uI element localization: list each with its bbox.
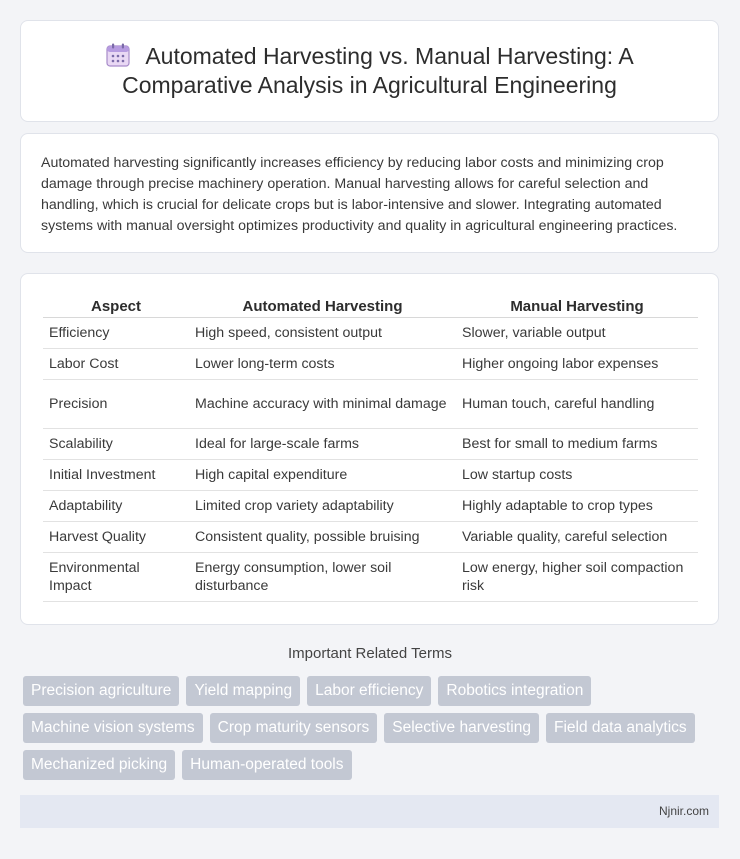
summary-text: Automated harvesting significantly increases efficiency by reducing labor costs and minimizing crop damage through precise machinery operation. Manual harvesting allows for careful selection and handling, which is crucial for delicate crops but is labor-intensive and slower. Integrating automated systems with manual oversight optimizes productivity and quality in agricultural engineering practices. (41, 155, 678, 234)
cell-automated: Limited crop variety adaptability (189, 491, 456, 522)
summary-card (20, 133, 719, 253)
cell-automated: Consistent quality, possible bruising (189, 522, 456, 553)
table-row (43, 522, 698, 553)
header-manual: Manual Harvesting (456, 296, 698, 318)
cell-manual: Best for small to medium farms (456, 429, 698, 460)
related-term-tag[interactable]: Human-operated tools (182, 750, 351, 780)
calendar-icon (105, 42, 131, 68)
related-term-tag[interactable]: Mechanized picking (23, 750, 175, 780)
cell-manual: Higher ongoing labor expenses (456, 349, 698, 380)
related-term-tag[interactable]: Selective harvesting (384, 713, 539, 743)
cell-manual: Variable quality, careful selection (456, 522, 698, 553)
page-title (60, 42, 680, 100)
cell-automated: Ideal for large-scale farms (189, 429, 456, 460)
table-row (43, 429, 698, 460)
cell-aspect: Labor Cost (43, 349, 189, 380)
cell-manual: Highly adaptable to crop types (456, 491, 698, 522)
header-aspect: Aspect (43, 296, 189, 318)
cell-manual: Human touch, careful handling (456, 380, 698, 429)
related-term-tag[interactable]: Crop maturity sensors (210, 713, 378, 743)
cell-manual: Slower, variable output (456, 318, 698, 349)
related-term-tag[interactable]: Precision agriculture (23, 676, 179, 706)
related-term-tag[interactable]: Labor efficiency (307, 676, 431, 706)
page-title-text: Automated Harvesting vs. Manual Harvesting: A Comparative Analysis in Agricultural Engineering (122, 43, 634, 98)
title-card (20, 20, 719, 122)
cell-automated: Lower long-term costs (189, 349, 456, 380)
table-row (43, 491, 698, 522)
comparison-table-card (20, 273, 719, 625)
cell-automated: High capital expenditure (189, 460, 456, 491)
cell-aspect: Harvest Quality (43, 522, 189, 553)
table-row (43, 380, 698, 429)
related-term-tag[interactable]: Robotics integration (438, 676, 591, 706)
table-row (43, 349, 698, 380)
cell-manual: Low startup costs (456, 460, 698, 491)
cell-automated: Energy consumption, lower soil disturbance (189, 553, 456, 602)
cell-automated: High speed, consistent output (189, 318, 456, 349)
related-terms-title: Important Related Terms (288, 645, 452, 662)
cell-aspect: Adaptability (43, 491, 189, 522)
header-automated: Automated Harvesting (189, 296, 456, 318)
cell-automated: Machine accuracy with minimal damage (189, 380, 456, 429)
footer (20, 795, 719, 828)
cell-aspect: Efficiency (43, 318, 189, 349)
related-terms-list (23, 676, 723, 780)
cell-aspect: Environmental Impact (43, 553, 189, 602)
table-header-row (43, 296, 698, 318)
footer-site-link[interactable]: Njnir.com (658, 804, 709, 818)
related-term-tag[interactable]: Field data analytics (546, 713, 695, 743)
related-term-tag[interactable]: Machine vision systems (23, 713, 203, 743)
cell-aspect: Precision (43, 380, 189, 429)
comparison-table (43, 296, 698, 602)
table-row (43, 318, 698, 349)
table-row (43, 553, 698, 602)
related-term-tag[interactable]: Yield mapping (186, 676, 300, 706)
cell-manual: Low energy, higher soil compaction risk (456, 553, 698, 602)
table-row (43, 460, 698, 491)
cell-aspect: Scalability (43, 429, 189, 460)
cell-aspect: Initial Investment (43, 460, 189, 491)
